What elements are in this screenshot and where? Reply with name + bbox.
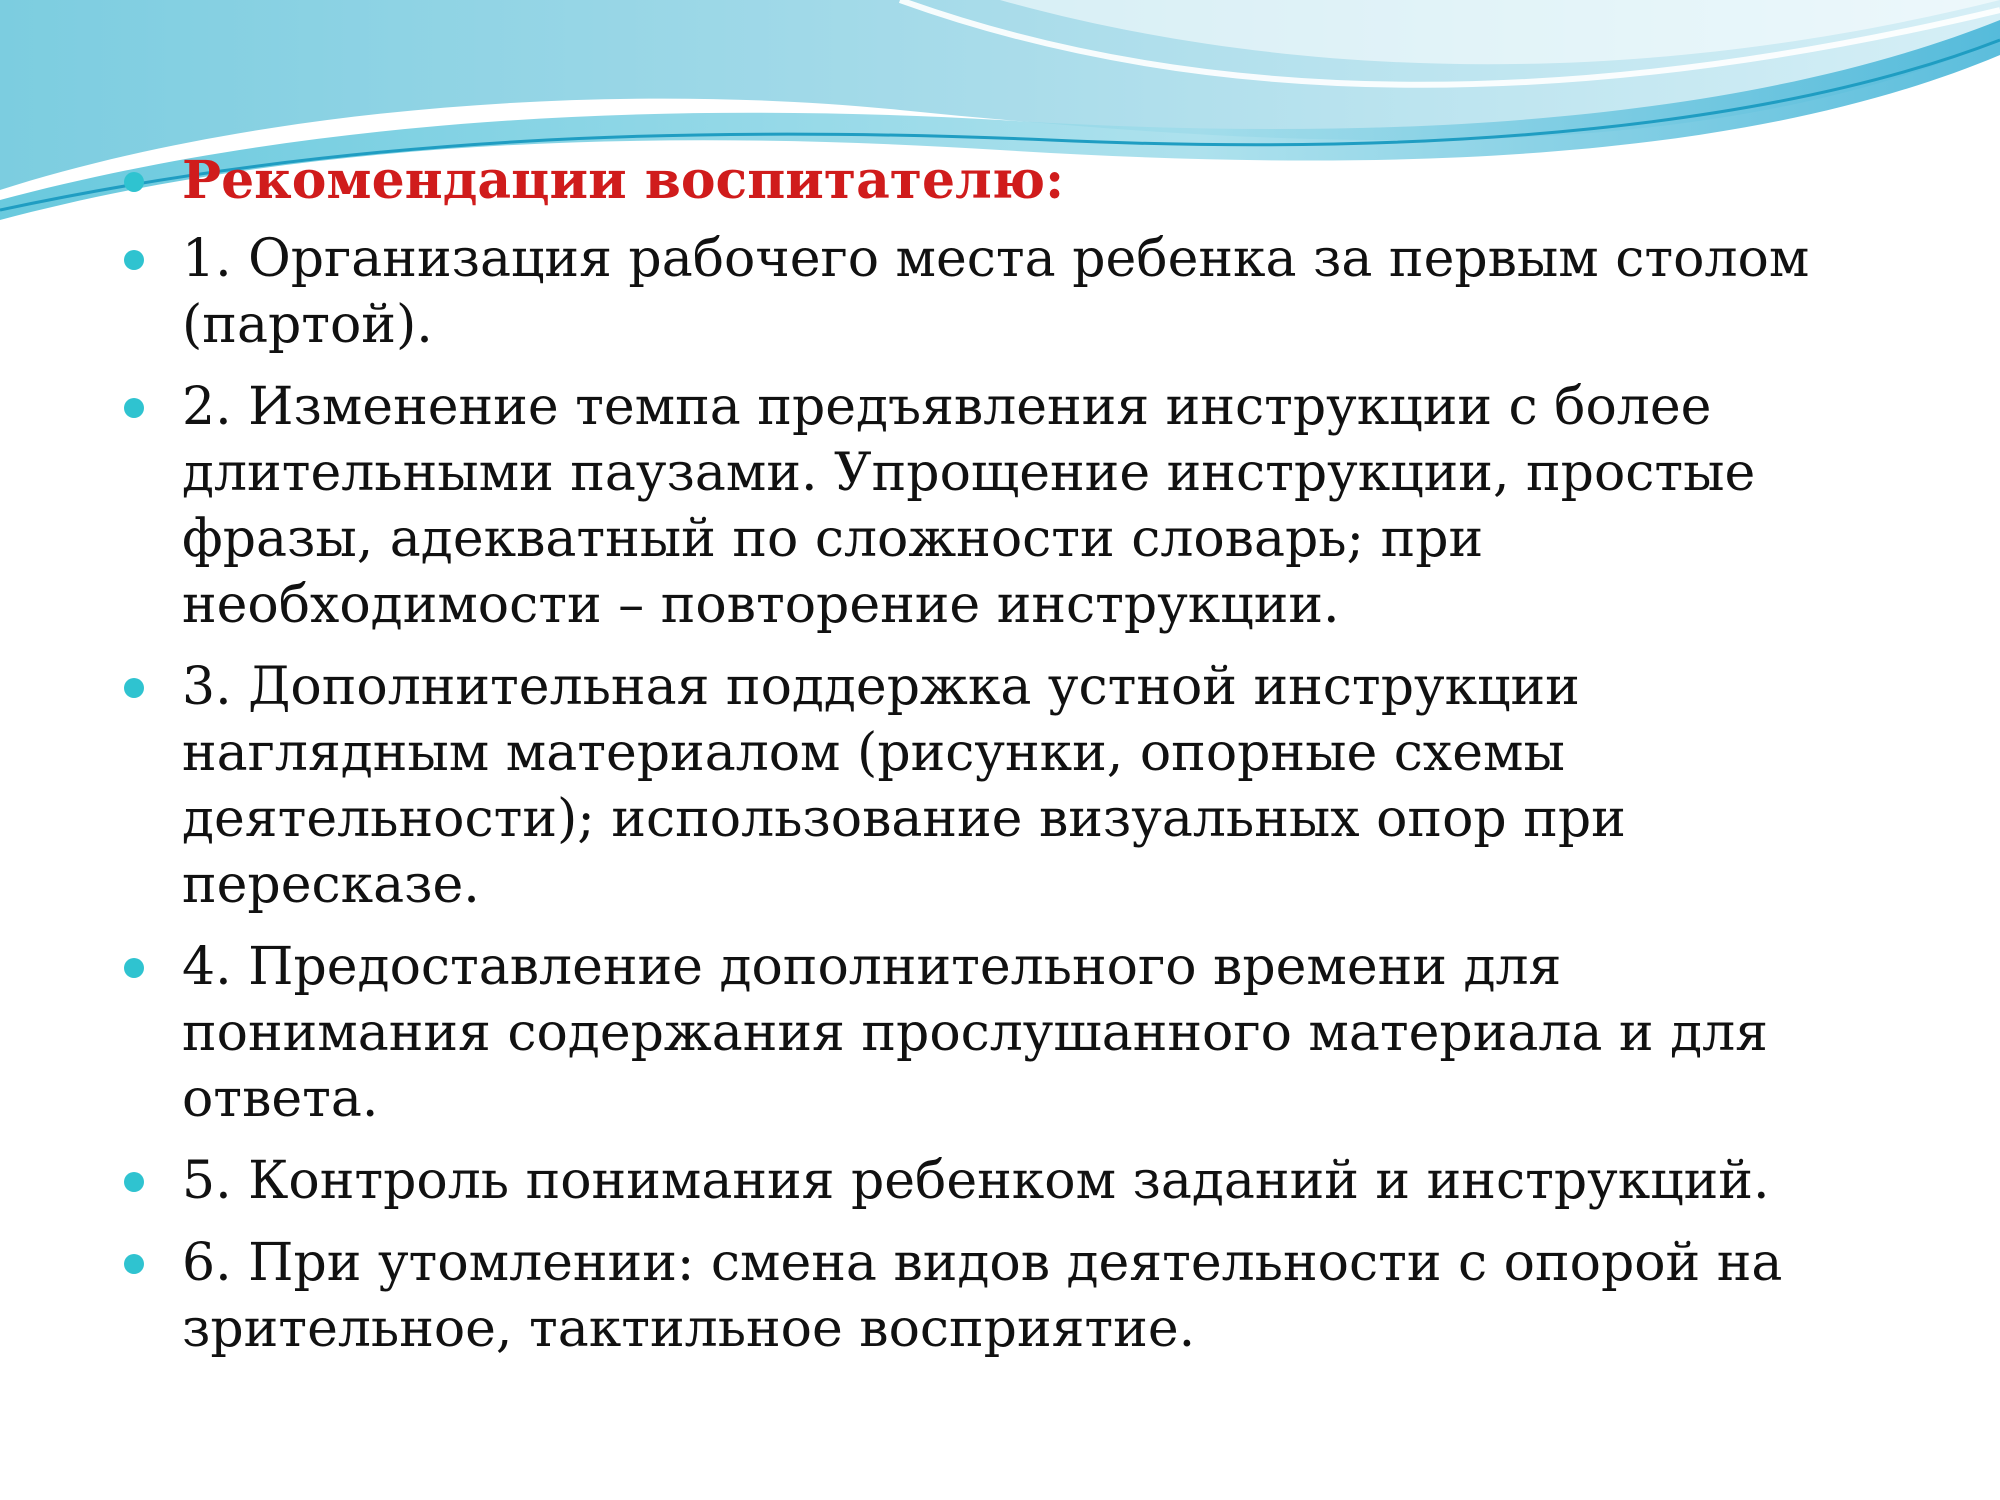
list-item — [120, 1148, 1820, 1214]
list-item-text: 2. Изменение темпа предъявления инструкции с более длительными паузами. Упрощение инструкции, простые фразы, адекватный по сложности словарь; при необходимости – повторение инструкции. — [182, 377, 1756, 635]
bullet-dot-icon — [124, 678, 144, 698]
bullet-dot-icon — [124, 958, 144, 978]
list-item-text: 3. Дополнительная поддержка устной инструкции наглядным материалом (рисунки, опорные схемы деятельности); использование визуальных опор при пересказе. — [182, 657, 1626, 915]
bullet-dot-icon — [124, 398, 144, 418]
list-item-text: 5. Контроль понимания ребенком заданий и инструкций. — [182, 1151, 1770, 1211]
bullet-dot-icon — [124, 1172, 144, 1192]
bullet-dot-icon — [124, 1254, 144, 1274]
list-item-text: 6. При утомлении: смена видов деятельности с опорой на зрительное, тактильное восприятие. — [182, 1233, 1783, 1359]
slide-heading: Рекомендации воспитателю: — [182, 150, 1065, 211]
list-item — [120, 1230, 1820, 1362]
list-item-text: 4. Предоставление дополнительного времени для понимания содержания прослушанного материала и для ответа. — [182, 937, 1768, 1129]
list-item — [120, 934, 1820, 1132]
list-item — [120, 226, 1820, 358]
list-item-text: 1. Организация рабочего места ребенка за первым столом (партой). — [182, 229, 1810, 355]
list-item — [120, 654, 1820, 918]
bullet-dot-icon — [124, 172, 144, 192]
list-item — [120, 374, 1820, 638]
bullet-list — [120, 148, 1820, 1378]
list-item — [120, 148, 1820, 214]
bullet-dot-icon — [124, 250, 144, 270]
